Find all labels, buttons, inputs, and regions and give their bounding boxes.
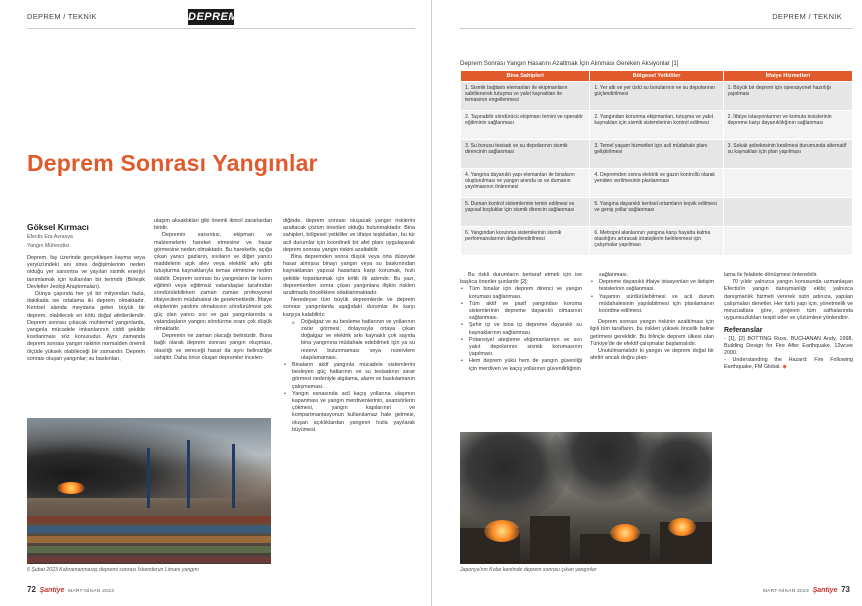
recommendation-list: [460, 286, 582, 372]
building-silhouette: [530, 516, 570, 564]
table-header-row: [461, 71, 853, 82]
table-cell: 5. Duman kontrol sistemlerinin temin edilmesi ve yapısal boşluklar için sismik direncin sağlanması: [461, 198, 590, 227]
section-label-right: DEPREM / TEKNİK: [772, 12, 842, 21]
column-header: Bölgesel Yetkililer: [590, 71, 723, 82]
table-cell: 2. Yangından korunma ekipmanları, tutuşma ve yakıt kaynakları için sismik sistemlerinin kontrol edilmesi: [590, 111, 723, 140]
left-photo-caption: 6 Şubat 2023 Kahramanmaraş depremi sonrası İskenderun Limanı yangını: [27, 567, 199, 573]
paragraph: Deprem, fay üzerinde gerçekleşen kayma veya yeryüzündeki ani stres değişimlerinin neden olduğu yer sarsıntısı ve yayılan sismik enerjiyi tanımlamak için kullanılan bir terimdir (Birleşik Devletler Jeoloji Araştırmaları).: [27, 255, 145, 290]
author-company: Efectis Era Avrasya: [27, 234, 73, 240]
table-row: [461, 198, 853, 227]
author-name: Göksel Kırmacı: [27, 222, 89, 232]
smoke-plume: [630, 432, 712, 512]
list-item: • Tüm aktif ve pasif yangından koruma sistemlerinin depreme dayanıklı olmasının sağlanması.: [460, 301, 582, 323]
right-column-1: [460, 272, 582, 373]
table-cell: [723, 227, 852, 256]
table-cell: 3. Temel yaşam hizmetleri için acil müdahale planı geliştirilmesi: [590, 140, 723, 169]
issue-date: MART-NİSAN 2023: [762, 589, 809, 594]
list-item: • Yangın esnasında acil kaçış yollarına ulaşımın kapanması ve yangın merdivenlerinin, asansörlerin çökmesi, yangın kapılarının ve kompartmantasyonun kullanılamaz hale gelmesi, oluşan açıklıklardan yangının hızla yayılarak büyümesi.: [283, 391, 415, 434]
paragraph: Bina depremden sonra düşük veya orta düzeyde hasar almışsa binayı yangın veya su baskınından kaynaklanan yapısal hasarlara karşı korumak, hızlı şekilde toparlanmak için kritik ilk adımdır. Bu yazı, depremlerden sonra çıkan yangınlara ilişkin riskleri azaltmada önceliklere odaklanmaktadır.: [283, 254, 415, 297]
table-cell: 1. Büyük bir deprem için operasyonel hazırlığı yapılması: [723, 82, 852, 111]
container-row: [27, 516, 271, 523]
kobe-fire-photo: [460, 432, 712, 564]
article-title: Deprem Sonrası Yangınlar: [27, 150, 318, 176]
table-cell: [723, 169, 852, 198]
table-row: [461, 169, 853, 198]
port-fire-photo: [27, 418, 271, 564]
table-cell: 3. Sokak şebekesinin kesilmesi durumunda alternatif su kaynakları için plan yapılması: [723, 140, 852, 169]
right-column-3: [724, 272, 853, 372]
fire-glow: [610, 524, 640, 542]
paragraph: Depremin sarsıntısı, ekipman ve malzemelerin hareket etmesine ve hasar görmesine neden olmaktadır. Bu hareketle, açığa çıkan yanıcı gazların, sıvıların ve diğer yanıcı maddelerin açık alev veya elektrik arkı gibi tutuşturma kaynaklarıyla temas etmesine neden olabilir. Deprem sonrası bu yangınların bir kısmı eğitimli veya eğitimsiz vatandaşlar tarafından söndürülebilirken zaman zaman profesyonel itfaiyecilerin müdahalesi de gerekmektedir. İtfaiye ekiplerinin yardımı olmaksızın söndürülmesi çok güç olan yanıcı sıvı ve gaz yangınlarında a vatandaşların yangını söndürme oranı çok düşük olmaktadır.: [154, 232, 272, 333]
column-header: Bina Sahipleri: [461, 71, 590, 82]
table-cell: 4. Yangına dayanıklı yapı elemanları ile binaların oluşturulması ve yangın anında ısı ve dumanın yayılmasının önlenmesi: [461, 169, 590, 198]
deprem-logo: DEPREM: [188, 11, 239, 23]
author-block: [27, 222, 147, 250]
table-cell: 6. Metropol alanlarının yangına karşı hayatta kalma olasılığını artıracak stratejilerin belirlenmesi için çalışmalar yapılması: [590, 227, 723, 256]
page-number: 72: [27, 585, 36, 594]
table-cell: [723, 198, 852, 227]
crane: [232, 444, 235, 508]
crane: [147, 448, 150, 508]
list-item: • Potansiyel ateşleme ekipmanlarının ve sıvı yakıt depolarının sismik korumasının yapılması.: [460, 337, 582, 359]
container-row: [27, 556, 271, 563]
list-item: • Şehir içi ve bina içi depreme dayanıklı su kaynaklarının sağlanması.: [460, 322, 582, 336]
reference-item: - Understanding the Hazard: Fire Following Earthquake, FM Global. ◆: [724, 357, 853, 371]
header-rule: [27, 28, 415, 29]
recommendation-list-cont: [590, 279, 714, 315]
crane: [187, 440, 190, 508]
container-row: [27, 536, 271, 543]
paragraph: Deprem sonrası yangın riskinin azaltılması için ilgili tüm tarafların, bu riskleri yüksek öncelik haline getirmesi gereklidir. Bu bilinçle deprem ülkesi olan Türkiye'de de efektif çalışmalar başlamalıdır.: [590, 319, 714, 347]
table-row: [461, 227, 853, 256]
issue-date: MART-NİSAN 2023: [68, 589, 115, 594]
table-cell: 3. Su borusu tesisatı ve su depolarının sismik direncinin sağlanması: [461, 140, 590, 169]
table-cell: 1. Sismik bağlantı elemanları ile ekipmanların sabitlenerek tutuşma ve yakıt kaynakları ile temasının engellenmesi: [461, 82, 590, 111]
right-folio: [763, 585, 850, 594]
section-label-left: DEPREM / TEKNİK: [27, 12, 97, 21]
column-header: İtfaiye Hizmetleri: [723, 71, 852, 82]
table-cell: 1. Yer altı ve yer üstü su borularının ve su depolarının güçlendirilmesi: [590, 82, 723, 111]
table-cell: 6. Yangından korunma sistemlerinin sismik performanslarının değerlendirilmesi: [461, 227, 590, 256]
paragraph: Bu riskli durumların bertaraf etmek için ise başlıca öneriler şunlardır [2]:: [460, 272, 582, 286]
body-column-2: [154, 218, 272, 362]
reference-item: - [1], [2] BOTTING Russ, BUCHANAN Andy, 1998, Building Design for Fire After Earthquake, 12wcee 2000.: [724, 335, 853, 357]
table-row: [461, 140, 853, 169]
paragraph: Depremin ne zaman olacağı belirsizdir. Buna bağlı olarak deprem sonrası yangın oluşması, olasılığı ve vereceği hasar da aynı belirsizliğe sahiptir. Daha önce oluşan depremler incelen-: [154, 333, 272, 361]
table-title: Deprem Sonrası Yangın Hasarını Azaltmak İçin Alınması Gereken Aksiyonlar [1]: [460, 60, 679, 67]
header-rule: [460, 28, 853, 29]
actions-table: [460, 70, 853, 256]
table-cell: 2. Taşınabilir söndürücü ekipmanı temini ve operatör eğitiminin sağlanması: [461, 111, 590, 140]
references-heading: Referanslar: [724, 327, 763, 335]
paragraph: diğinde, deprem sonrası oluşacak yangın risklerini azaltacak çözüm önerileri olduğu bulunmaktadır. Bina sahipleri, bölgesel yetkililer ve itfaiye teşkilatları, bu tür acil durumlar için koordineli bir afet planı uygulayarak deprem sonrası yangın riskini azaltabilir.: [283, 218, 415, 253]
list-item: • Tüm binalar için deprem direnci ve yangın koruması sağlanması.: [460, 286, 582, 300]
risk-list: [283, 319, 415, 434]
paragraph: Neredeyse tüm büyük depremlerde ve deprem sonrası yangınlarda aşağıdaki durumlar ile karşı karşıya kalabiliriz:: [283, 297, 415, 318]
container-row: [27, 546, 271, 553]
right-page: [431, 0, 862, 606]
table-cell: 5. Yangına dayanıklı kentsel ortamların teşvik edilmesi ve geniş yollar sağlanması: [590, 198, 723, 227]
table-cell: 4. Depremden sonra elektrik ve gazın kontrollü olarak yeniden verilmesinin planlanması: [590, 169, 723, 198]
author-role: Yangın Mühendisi: [27, 243, 70, 249]
end-mark-icon: ◆: [782, 364, 787, 371]
brand-logo: Şantiye: [812, 587, 838, 594]
list-item: • Yaşamın sürdürülebilmesi ve acil durum müdahalesinin yapılabilmesi için planlamanın koordine edilmesi.: [590, 294, 714, 316]
paragraph: 70 yıldır yalnızca yangın konusunda uzmanlaşan Efectis'in yangın danışmanlığı ekibi; yalnızca danışmanlık hizmeti vererek sizin adınıza, yapılan çalışmaları denetler. Her türlü yapı için; yönetmelik ve mevzuatlara göre, projenin tüm safhalarında uygunsuzlukları tespit eder ve çözümlere yönlendirir.: [724, 279, 853, 322]
fire-glow: [57, 482, 85, 494]
body-column-1: [27, 255, 145, 363]
table-row: [461, 111, 853, 140]
table-cell: 2. İtfaiye istasyonlarının ve komuta tesislerinin depreme karşı dayanıklılığının sağlanması: [723, 111, 852, 140]
list-item: • Binaların aktif yangınla mücadele sistemlerini besleyen güç hatlarının ve su tesisatının zarar görmesi nedeniyle algılama, alarm ve baskılamanın çalışmaması.: [283, 362, 415, 391]
brand-logo: Şantiye: [39, 587, 65, 594]
right-photo-caption: Japonya'nın Kobe kentinde deprem sonrası çıkan yangınlar: [460, 567, 597, 573]
paragraph: lama ile felakete dönüşmesi önlenebilir.: [724, 272, 818, 278]
body-column-3: [283, 218, 415, 434]
paragraph: ulaşım aksaklıkları gibi önemli ikincil zararlardan biridir.: [154, 218, 272, 232]
list-item: • Hem deprem yükü hem de yangın güvenliği için merdiven ve kaçış yollarının güvenilirliğinin: [460, 358, 582, 372]
paragraph: Unutulmamalıdır ki yangın ve deprem doğal bir afettir ancak doğru plan-: [590, 348, 714, 362]
container-row: [27, 526, 271, 533]
page-number: 73: [841, 585, 850, 594]
left-folio: [27, 585, 114, 594]
paragraph: Dünya çapında her yıl bir milyondan fazla, dakikada ise ortalama iki deprem olmaktadır. Kentsel alanda meydana gelen büyük bir deprem, olabilecek en kötü doğal afetlerdendir. Deprem sonrası çıkacak muhtemel yangınlarda, yangınla mücadele imkanlarının ciddi şekilde kısıtlanması söz konusudur. Aynı zamanda deprem sonrası yangın riskinin normalden önemli ölçüde yüksek olabileceği bir zamandır. Deprem sonrası oluşan yangınlar; su baskınları,: [27, 291, 145, 362]
list-continuation: sağlanması.: [599, 272, 629, 278]
right-column-2: [590, 272, 714, 362]
fire-glow: [484, 520, 520, 542]
fire-glow: [668, 518, 696, 536]
list-item: • Depreme dayanıklı itfaiye istasyonları ve iletişim tesislerinin sağlanması.: [590, 279, 714, 293]
list-item: o Doğalgaz ve su besleme hatlarının ve yollarının zarar görmesi; dolayısıyla ortaya çıkan doğalgaz ve elektrik arkı kaynaklı çok sayıda bina yangınına müdahale edebilmek için ya su rezervi bulunmaması veya rezervlere ulaşılamaması.: [283, 319, 415, 362]
table-row: [461, 82, 853, 111]
